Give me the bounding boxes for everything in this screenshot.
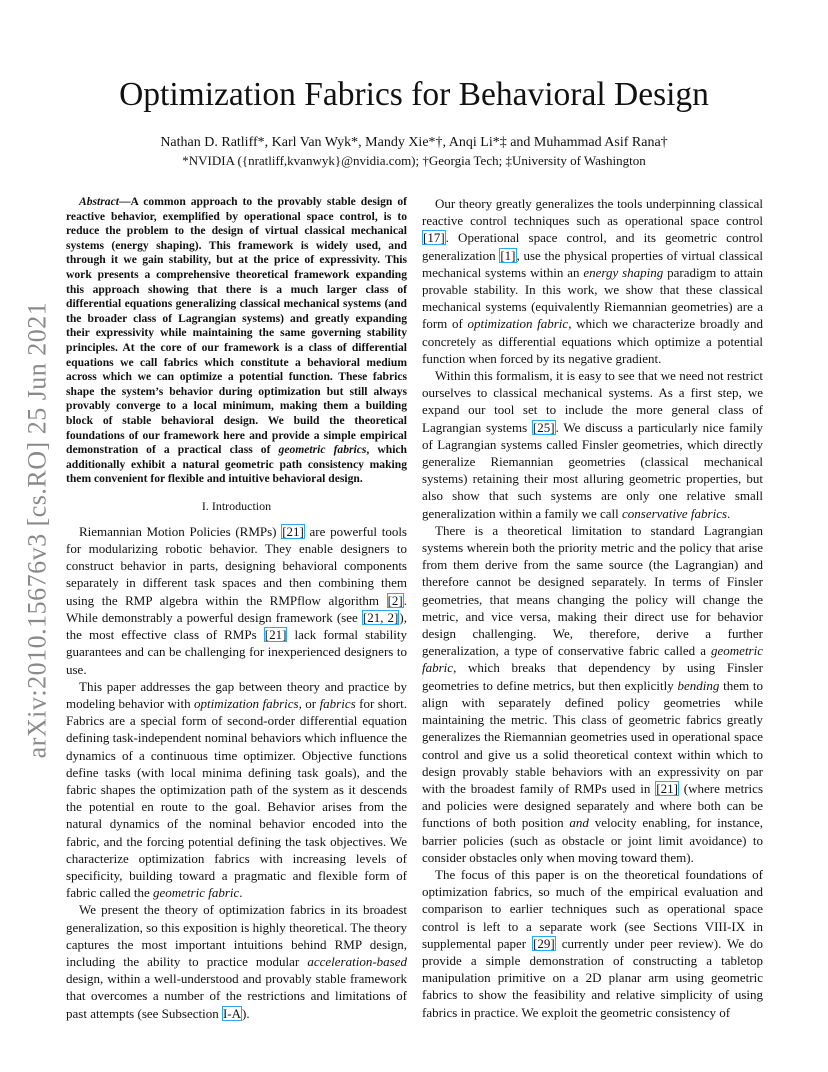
citation-link[interactable]: [21]	[282, 523, 304, 539]
italic-term: fabrics	[319, 695, 356, 711]
author-list: Nathan D. Ratliff*, Karl Van Wyk*, Mandy Xie*†, Anqi Li*‡ and Muhammad Asif Rana†	[160, 135, 668, 150]
text-span: The focus of this paper is on the theoretical foundations of optimization fabrics, so much of the empirical evaluation and comparison to earlier techniques such as operational space control is left to a separate work (see Sections VIII-IX in supplemental paper	[422, 866, 763, 951]
text-span: This paper addresses the gap between theory and practice by modeling behavior with	[66, 678, 407, 711]
text-span: There is a theoretical limitation to standard Lagrangian systems wherein both the priority metric and the policy that arise from them derive from the same source (the Lagrangian) and therefore cannot be designed separately. In terms of Finsler geometries, that means changing the policy will change the metric, and vice versa, making their direct use for behavior design challenging. We, therefore, derive a further generalization, a type of conservative fabric called a	[422, 522, 763, 659]
affiliations: *NVIDIA ({nratliff,kvanwyk}@nvidia.com); †Georgia Tech; ‡University of Washington	[182, 153, 646, 168]
text-span: currently under peer review). We do provide a simple demonstration of constructing a tabletop manipulation primitive on a 2D planar arm using geometric fabrics to show the feasibility and relative simplicity of using fabrics in practice. We exploit the geometric consistency of	[422, 935, 764, 1020]
left-column	[66, 195, 407, 1022]
italic-term: geometric fabric	[422, 643, 763, 676]
paper-title: Optimization Fabrics for Behavioral Design	[119, 76, 709, 113]
intro-paragraph-2	[66, 678, 407, 902]
text-span: .	[239, 885, 243, 901]
text-span: are powerful tools for modularizing robotic behavior. They enable designers to construct behavior in parts, designing behavioral components separately in different task spaces and then combining them using the RMP algebra within the RMPflow algorithm	[66, 523, 407, 608]
subsection-link[interactable]: I-A	[222, 1005, 242, 1021]
text-span: design, within a well-understood and provably stable framework that overcomes a number of the restrictions and limitations of past attempts (see Subsection	[66, 971, 407, 1021]
citation-link[interactable]: [2]	[387, 592, 403, 608]
citation-link[interactable]: [25]	[532, 419, 555, 435]
text-span: We present the theory of optimization fabrics in its broadest generalization, so this exposition is highly theoretical. The theory captures the most important intuitions behind RMP design, including the ability to practice modular	[66, 902, 407, 969]
right-paragraph-2	[422, 367, 763, 522]
citation-link[interactable]: [1]	[500, 247, 516, 263]
right-column	[422, 195, 763, 1021]
citation-link[interactable]: [21, 2]	[362, 609, 399, 625]
italic-term: energy shaping	[583, 264, 664, 280]
italic-term: acceleration-based	[307, 953, 407, 969]
abstract-label: Abstract	[79, 195, 119, 208]
text-span: ), the most effective class of RMPs	[66, 609, 407, 643]
text-span: , which breaks that dependency by using Finsler geometries to define metrics, but then explicitly	[422, 660, 763, 693]
right-paragraph-4	[422, 866, 763, 1021]
italic-term: bending	[677, 677, 720, 693]
text-span: Our theory greatly generalizes the tools underpinning classical reactive control techniques such as operational space control	[422, 196, 763, 229]
italic-term: optimization fabrics	[194, 695, 299, 711]
italic-term: conservative fabrics	[621, 505, 728, 521]
italic-term: geometric fabric	[152, 885, 240, 901]
abstract-text: —A common approach to the provably stable design of reactive behavior, exemplified by operational space control, is to reduce the problem to the design of virtual classical mechanical systems (energy shaping). This framework is widely used, and through it we gain stability, but at the price of expressivity. This work presents a comprehensive theoretical framework expanding this approach showing that there is a much larger class of differential equations generalizing classical mechanical systems (and the broader class of Lagrangian systems) and greatly expanding their expressivity while maintaining the same governing stability principles. At the core of our framework is a class of differential equations we call fabrics which constitute a behavioral medium across which we can optimize a potential function. These fabrics shape the system’s behavior during optimization but still always provably converge to a local minimum, making them a building block of stable behavioral design. We build the theoretical foundations of our framework here and provide a simple empirical demonstration of a practical class of	[66, 195, 407, 457]
citation-link[interactable]: [17]	[423, 230, 445, 246]
italic-term: and	[569, 815, 589, 831]
text-span: . While demonstrably a powerful design framework (see	[66, 592, 407, 625]
text-span: velocity enabling, for instance, barrier policies (such as obstacle or joint limit avoidance) to consider obstacles only when moving toward them).	[422, 815, 764, 865]
text-span: . Operational space control, and its geometric control generalization	[422, 230, 763, 263]
intro-paragraph-1	[66, 523, 407, 678]
citation-link[interactable]: [21]	[264, 627, 287, 643]
abstract	[66, 195, 407, 487]
intro-paragraph-3	[66, 901, 407, 1021]
text-span: , use the physical properties of virtual classical mechanical systems within an	[422, 247, 763, 280]
text-span: , or	[298, 695, 320, 711]
italic-term: optimization fabric	[467, 316, 569, 332]
right-paragraph-3	[422, 522, 763, 866]
text-span: them to align with separately defined policy geometries while maintaining the metric. This class of geometric fabrics greatly generalizes the Riemannian geometries used in operational space control and give us a solid theoretical context within which to design provably stable behaviors with an expressivity on par with the broadest family of RMPs used in	[422, 677, 763, 796]
text-span: . We discuss a particularly nice family of Lagrangian systems called Finsler geometries, which directly generalize Riemannian geometries (classical mechanical systems) retaining their most alluring geometric properties, but also show that such systems are only one relative small generalization within a family we call	[422, 419, 763, 521]
text-span: Within this formalism, it is easy to see that we need not restrict ourselves to classical mechanical systems. As a first step, we expand our tool set to include the more general class of Lagrangian systems	[422, 368, 763, 435]
text-span: , which we characterize broadly and concretely as differential equations which optimize a potential function when forced by its negative gradient.	[422, 316, 763, 366]
section-heading-introduction: I. Introduction	[201, 498, 272, 513]
text-span: ).	[242, 1005, 250, 1021]
text-span: paradigm to attain provable stability. In this work, we show that these classical mechanical systems (equivalently Riemannian geometries) are a form of	[422, 264, 763, 332]
citation-link[interactable]: [29]	[533, 935, 555, 951]
text-span: .	[727, 505, 731, 521]
citation-link[interactable]: [21]	[656, 780, 678, 796]
text-span: (where metrics and policies were designed separately and where both can be functions of both position	[422, 780, 763, 831]
abstract-tail: , which additionally exhibit a natural geometric path consistency making them convenient for flexible and intuitive behavioral design.	[66, 443, 408, 486]
abstract-italic: geometric fabrics	[278, 443, 367, 457]
text-span: Riemannian Motion Policies (RMPs)	[79, 523, 282, 539]
arxiv-id-text: arXiv:2010.15676v3 [cs.RO] 25 Jun 2021	[22, 301, 52, 759]
right-paragraph-1	[422, 195, 763, 367]
text-span: lack formal stability guarantees and can be challenging for inexperienced designers to use.	[66, 627, 407, 677]
text-span: for short. Fabrics are a special form of second-order differential equation defining task-independent nominal behaviors which influence the dynamics of a continuous time optimizer. Objective functions define tasks (with local minima defining task goals), and the fabric shapes the optimization path of the system as it descends the potential en route to the goal. Behavior arises from the natural dynamics of the nominal behavior encoded into the fabric, and the forcing potential defining the task objectives. We characterize optimization fabrics with increasing levels of specificity, building toward a pragmatic and flexible form of fabric called the	[66, 695, 407, 901]
arxiv-sidebar-stamp	[12, 290, 62, 770]
